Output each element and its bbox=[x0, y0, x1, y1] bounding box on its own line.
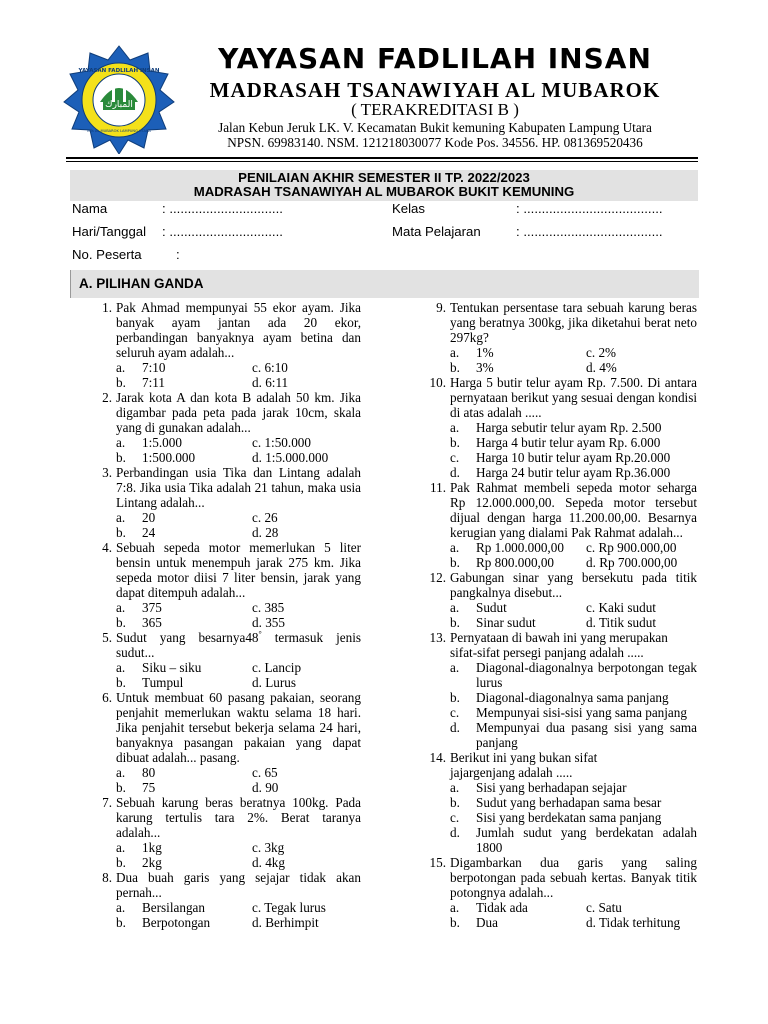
kelas-field[interactable]: : ...................................... bbox=[516, 201, 663, 216]
option-c[interactable] bbox=[252, 765, 361, 780]
question-text: Pernyataan di bawah ini yang merupakan sifat-sifat persegi panjang adalah ..... bbox=[450, 630, 668, 660]
option-text: 2kg bbox=[142, 855, 162, 870]
question-number: 7. bbox=[102, 795, 112, 810]
option-letter: b. bbox=[116, 915, 126, 930]
option-c[interactable] bbox=[450, 705, 697, 720]
option-letter: a. bbox=[116, 510, 126, 525]
option-b[interactable] bbox=[116, 450, 252, 465]
option-text: Bersilangan bbox=[142, 900, 205, 915]
question-number: 12. bbox=[429, 570, 446, 585]
option-b[interactable] bbox=[450, 615, 586, 630]
option-c[interactable] bbox=[252, 900, 361, 915]
option-d[interactable] bbox=[252, 675, 361, 690]
option-d[interactable] bbox=[252, 375, 361, 390]
option-letter: b. bbox=[450, 360, 460, 375]
option-c[interactable] bbox=[586, 600, 697, 615]
option-letter: b. bbox=[116, 855, 126, 870]
option-text: Dua bbox=[476, 915, 498, 930]
options bbox=[116, 900, 361, 930]
option-text: Mempunyai dua pasang sisi yang sama panjang bbox=[476, 720, 697, 750]
option-text: Harga 4 butir telur ayam Rp. 6.000 bbox=[476, 435, 661, 450]
option-text: Siku – siku bbox=[142, 660, 202, 675]
option-c[interactable] bbox=[252, 510, 361, 525]
hari-field[interactable]: : ............................... bbox=[162, 224, 283, 239]
option-c[interactable] bbox=[252, 360, 361, 375]
question-number: 9. bbox=[436, 300, 446, 315]
header-rule-thin bbox=[66, 161, 698, 162]
question bbox=[92, 690, 361, 795]
option-text: Jumlah sudut yang berdekatan adalah 1800 bbox=[476, 825, 697, 855]
option-text: 24 bbox=[142, 525, 156, 540]
option-a[interactable] bbox=[450, 540, 586, 555]
option-b[interactable] bbox=[450, 690, 697, 705]
header-rule-thick bbox=[66, 157, 698, 159]
option-letter: a. bbox=[116, 435, 126, 450]
question-text: Pak Rahmat membeli sepeda motor seharga Rp 12.000.000,00. Sepeda motor tersebut dijual dengan harga 11.200.00,00. Besarnya kerugian yang dialami Pak Rahmat adalah... bbox=[450, 480, 697, 540]
question-text-part: termasuk jenis sudut... bbox=[116, 630, 362, 660]
option-text: d. 28 bbox=[252, 525, 279, 540]
questions-right bbox=[426, 300, 697, 930]
question-number: 2. bbox=[102, 390, 112, 405]
accreditation: ( TERAKREDITASI B ) bbox=[351, 100, 519, 119]
question-text: Sebuah sepeda motor memerlukan 5 liter bensin untuk menempuh jarak 275 km. Jika sepeda motor diisi 7 liter bensin, jarak yang dapat ditempuh adalah... bbox=[116, 540, 361, 600]
option-b[interactable] bbox=[450, 555, 586, 570]
question-text: Jarak kota A dan kota B adalah 50 km. Jika digambar pada peta pada jarak 10cm, skala yang di gunakan adalah... bbox=[116, 390, 361, 435]
question bbox=[92, 630, 361, 690]
options bbox=[450, 600, 697, 630]
option-text: d. 1:5.000.000 bbox=[252, 450, 329, 465]
option-d[interactable] bbox=[252, 855, 361, 870]
option-a[interactable] bbox=[116, 900, 252, 915]
option-a[interactable] bbox=[116, 600, 252, 615]
option-text: Sudut bbox=[476, 600, 507, 615]
logo-bottom-text: MTs AL MUBAROK LAMPUNG UTARA bbox=[87, 129, 151, 133]
option-letter: b. bbox=[450, 795, 460, 810]
exam-title bbox=[70, 170, 698, 201]
option-text: d. Lurus bbox=[252, 675, 296, 690]
question-text: Digambarkan dua garis yang saling berpotongan pada sebuah kertas. Banyak titik potongnya adalah... bbox=[450, 855, 697, 900]
option-text: c. Tegak lurus bbox=[252, 900, 326, 915]
option-letter: b. bbox=[450, 615, 460, 630]
question-number: 1. bbox=[102, 300, 112, 315]
option-letter: b. bbox=[116, 450, 126, 465]
option-letter: a. bbox=[450, 345, 460, 360]
option-b[interactable] bbox=[116, 855, 252, 870]
option-letter: a. bbox=[116, 660, 126, 675]
option-text: Rp 800.000,00 bbox=[476, 555, 555, 570]
option-letter: b. bbox=[450, 690, 460, 705]
option-a[interactable] bbox=[116, 840, 252, 855]
option-text: 3% bbox=[476, 360, 494, 375]
option-d[interactable] bbox=[252, 450, 361, 465]
logo-ring-text: YAYASAN FADLILAH INSAN bbox=[78, 68, 160, 74]
option-b[interactable] bbox=[116, 525, 252, 540]
option-text: Harga sebutir telur ayam Rp. 2.500 bbox=[476, 420, 662, 435]
option-d[interactable] bbox=[252, 615, 361, 630]
question bbox=[426, 300, 697, 375]
options bbox=[450, 900, 697, 930]
option-text: c. 3kg bbox=[252, 840, 285, 855]
question-number: 14. bbox=[429, 750, 446, 765]
option-text: 375 bbox=[142, 600, 162, 615]
question-text: Untuk membuat 60 pasang pakaian, seorang penjahit memerlukan waktu selama 18 hari. Jika penjahit tersebut bekerja selama 24 hari, banyaknya pasangan pakaian yang dapat dibuat adalah... pasang. bbox=[116, 690, 361, 765]
option-text: Sinar sudut bbox=[476, 615, 536, 630]
option-text: 365 bbox=[142, 615, 162, 630]
option-a[interactable] bbox=[450, 780, 697, 795]
option-letter: a. bbox=[450, 660, 460, 675]
option-a[interactable] bbox=[450, 345, 586, 360]
option-text: d. 90 bbox=[252, 780, 279, 795]
option-c[interactable] bbox=[252, 435, 361, 450]
school-ids: NPSN. 69983140. NSM. 121218030077 Kode Pos. 34556. HP. 081369520436 bbox=[227, 135, 643, 150]
logo-inner-text: المبارك bbox=[105, 100, 133, 110]
question bbox=[426, 480, 697, 570]
question-text bbox=[116, 630, 361, 660]
option-c[interactable] bbox=[252, 660, 361, 675]
option-letter: d. bbox=[450, 825, 460, 840]
option-b[interactable] bbox=[116, 375, 252, 390]
options bbox=[116, 660, 361, 690]
option-text: Sisi yang berhadapan sejajar bbox=[476, 780, 627, 795]
school-logo bbox=[60, 44, 178, 154]
option-text: c. 26 bbox=[252, 510, 278, 525]
option-text: c. 6:10 bbox=[252, 360, 288, 375]
question bbox=[426, 570, 697, 630]
question bbox=[92, 390, 361, 465]
option-d[interactable] bbox=[252, 915, 361, 930]
question-text: Dua buah garis yang sejajar tidak akan pernah... bbox=[116, 870, 361, 900]
question-text: Harga 5 butir telur ayam Rp. 7.500. Di antara pernyataan berikut yang sesuai dengan kondisi di atas adalah ..... bbox=[450, 375, 697, 420]
question bbox=[426, 375, 697, 480]
option-text: 1% bbox=[476, 345, 494, 360]
option-text: c. Satu bbox=[586, 900, 622, 915]
address: Jalan Kebun Jeruk LK. V. Kecamatan Bukit kemuning Kabupaten Lampung Utara bbox=[218, 120, 652, 135]
option-a[interactable] bbox=[450, 660, 697, 690]
question-number: 8. bbox=[102, 870, 112, 885]
section-title: A. PILIHAN GANDA bbox=[79, 276, 204, 291]
question bbox=[92, 300, 361, 390]
question-text: Berikut ini yang bukan sifat jajargenjang adalah ..... bbox=[450, 750, 598, 780]
option-d[interactable] bbox=[450, 465, 697, 480]
option-text: Sisi yang berdekatan sama panjang bbox=[476, 810, 662, 825]
degree-sign: ° bbox=[258, 629, 262, 639]
option-c[interactable] bbox=[586, 900, 697, 915]
question-text: Gabungan sinar yang bersekutu pada titik pangkalnya disebut... bbox=[450, 570, 697, 600]
option-d[interactable] bbox=[586, 915, 697, 930]
option-b[interactable] bbox=[116, 675, 252, 690]
hari-label: Hari/Tanggal bbox=[72, 224, 147, 239]
question-number: 10. bbox=[429, 375, 446, 390]
question-text-part: Sudut yang besarnya48 bbox=[116, 630, 259, 645]
option-b[interactable] bbox=[450, 795, 697, 810]
option-letter: d. bbox=[450, 465, 460, 480]
option-a[interactable] bbox=[450, 600, 586, 615]
option-text: 75 bbox=[142, 780, 156, 795]
option-letter: b. bbox=[116, 375, 126, 390]
option-text: d. Berhimpit bbox=[252, 915, 319, 930]
option-text: Tumpul bbox=[142, 675, 184, 690]
option-text: c. Lancip bbox=[252, 660, 302, 675]
question-number: 15. bbox=[429, 855, 446, 870]
question-text: Perbandingan usia Tika dan Lintang adalah 7:8. Jika usia Tika adalah 21 tahun, maka usia Lintang adalah... bbox=[116, 465, 361, 510]
question bbox=[426, 750, 697, 855]
options bbox=[116, 360, 361, 390]
option-text: Diagonal-diagonalnya sama panjang bbox=[476, 690, 669, 705]
option-text: Tidak ada bbox=[476, 900, 528, 915]
options bbox=[116, 600, 361, 630]
option-d[interactable] bbox=[450, 720, 697, 750]
peserta-label: No. Peserta bbox=[72, 247, 142, 262]
question bbox=[92, 465, 361, 540]
option-b[interactable] bbox=[116, 780, 252, 795]
option-c[interactable] bbox=[450, 450, 697, 465]
mapel-label: Mata Pelajaran bbox=[392, 224, 481, 239]
option-letter: a. bbox=[116, 840, 126, 855]
option-b[interactable] bbox=[450, 915, 586, 930]
option-text: c. 385 bbox=[252, 600, 285, 615]
exam-title-line1: PENILAIAN AKHIR SEMESTER II TP. 2022/2023 bbox=[238, 170, 530, 185]
question bbox=[92, 540, 361, 630]
option-text: c. 1:50.000 bbox=[252, 435, 311, 450]
option-a[interactable] bbox=[450, 420, 697, 435]
option-letter: b. bbox=[450, 555, 460, 570]
option-d[interactable] bbox=[586, 615, 697, 630]
question bbox=[92, 795, 361, 870]
questions-left bbox=[92, 300, 361, 930]
option-text: Rp 1.000.000,00 bbox=[476, 540, 564, 555]
question-text: Pak Ahmad mempunyai 55 ekor ayam. Jika banyak ayam jantan ada 20 ekor, perbandingan banyaknya ayam betina dan seluruh ayam adalah... bbox=[116, 300, 361, 360]
option-letter: c. bbox=[450, 450, 460, 465]
option-a[interactable] bbox=[116, 360, 252, 375]
option-text: Harga 10 butir telur ayam Rp.20.000 bbox=[476, 450, 671, 465]
option-text: Harga 24 butir telur ayam Rp.36.000 bbox=[476, 465, 671, 480]
options bbox=[116, 435, 361, 465]
option-b[interactable] bbox=[116, 615, 252, 630]
option-letter: b. bbox=[116, 615, 126, 630]
option-text: 20 bbox=[142, 510, 156, 525]
option-letter: b. bbox=[116, 780, 126, 795]
school-name: MADRASAH TSANAWIYAH AL MUBAROK bbox=[209, 78, 661, 102]
option-letter: a. bbox=[450, 600, 460, 615]
option-b[interactable] bbox=[450, 360, 586, 375]
option-d[interactable] bbox=[252, 780, 361, 795]
org-name: YAYASAN FADLILAH INSAN bbox=[218, 42, 652, 75]
option-c[interactable] bbox=[252, 600, 361, 615]
option-a[interactable] bbox=[116, 660, 252, 675]
question bbox=[426, 630, 697, 750]
option-text: d. 4kg bbox=[252, 855, 285, 870]
option-a[interactable] bbox=[116, 435, 252, 450]
option-letter: a. bbox=[450, 900, 460, 915]
option-b[interactable] bbox=[116, 915, 252, 930]
option-text: d. 6:11 bbox=[252, 375, 289, 390]
options bbox=[116, 840, 361, 870]
options bbox=[116, 510, 361, 540]
option-a[interactable] bbox=[450, 900, 586, 915]
option-text: d. Titik sudut bbox=[586, 615, 656, 630]
option-text: 1:5.000 bbox=[142, 435, 182, 450]
option-a[interactable] bbox=[116, 765, 252, 780]
option-text: Berpotongan bbox=[142, 915, 211, 930]
option-text: d. Rp 700.000,00 bbox=[586, 555, 678, 570]
kelas-label: Kelas bbox=[392, 201, 425, 216]
option-text: 80 bbox=[142, 765, 156, 780]
option-text: 1kg bbox=[142, 840, 162, 855]
option-letter: a. bbox=[116, 765, 126, 780]
option-d[interactable] bbox=[450, 825, 697, 855]
option-letter: b. bbox=[116, 675, 126, 690]
section-header bbox=[70, 270, 699, 298]
question-number: 13. bbox=[429, 630, 446, 645]
option-d[interactable] bbox=[586, 555, 697, 570]
option-a[interactable] bbox=[116, 510, 252, 525]
option-letter: a. bbox=[450, 540, 460, 555]
option-text: d. 4% bbox=[586, 360, 617, 375]
option-text: d. 355 bbox=[252, 615, 285, 630]
option-letter: a. bbox=[450, 420, 460, 435]
option-b[interactable] bbox=[450, 435, 697, 450]
mapel-field[interactable]: : ...................................... bbox=[516, 224, 663, 239]
option-letter: b. bbox=[450, 915, 460, 930]
peserta-field[interactable]: : bbox=[176, 247, 180, 262]
option-letter: a. bbox=[116, 360, 126, 375]
question-number: 4. bbox=[102, 540, 112, 555]
option-text: Sudut yang berhadapan sama besar bbox=[476, 795, 662, 810]
option-text: 7:11 bbox=[142, 375, 165, 390]
options bbox=[116, 765, 361, 795]
options bbox=[450, 345, 697, 375]
option-letter: b. bbox=[116, 525, 126, 540]
option-letter: a. bbox=[450, 780, 460, 795]
option-text: Diagonal-diagonalnya berpotongan tegak lurus bbox=[476, 660, 697, 690]
exam-title-line2: MADRASAH TSANAWIYAH AL MUBAROK BUKIT KEMUNING bbox=[193, 184, 575, 199]
nama-field[interactable]: : ............................... bbox=[162, 201, 283, 216]
option-c[interactable] bbox=[586, 345, 697, 360]
option-text: c. Kaki sudut bbox=[586, 600, 656, 615]
question-number: 11. bbox=[430, 480, 446, 495]
question-text: Tentukan persentase tara sebuah karung beras yang beratnya 300kg, jika diketahui berat neto 297kg? bbox=[450, 300, 697, 345]
question-text: Sebuah karung beras beratnya 100kg. Pada karung tertulis tara 2%. Berat taranya adalah... bbox=[116, 795, 361, 840]
nama-label: Nama bbox=[72, 201, 108, 216]
question bbox=[92, 870, 361, 930]
option-text: d. Tidak terhitung bbox=[586, 915, 681, 930]
options bbox=[450, 540, 697, 570]
question bbox=[426, 855, 697, 930]
option-letter: b. bbox=[450, 435, 460, 450]
option-c[interactable] bbox=[450, 810, 697, 825]
option-letter: a. bbox=[116, 900, 126, 915]
option-letter: d. bbox=[450, 720, 460, 735]
option-letter: c. bbox=[450, 705, 460, 720]
option-text: c. Rp 900.000,00 bbox=[586, 540, 677, 555]
option-text: c. 2% bbox=[586, 345, 617, 360]
option-text: c. 65 bbox=[252, 765, 278, 780]
option-text: 7:10 bbox=[142, 360, 166, 375]
option-letter: a. bbox=[116, 600, 126, 615]
option-d[interactable] bbox=[252, 525, 361, 540]
question-number: 5. bbox=[102, 630, 112, 645]
question-number: 6. bbox=[102, 690, 112, 705]
option-text: Mempunyai sisi-sisi yang sama panjang bbox=[476, 705, 687, 720]
question-number: 3. bbox=[102, 465, 112, 480]
option-d[interactable] bbox=[586, 360, 697, 375]
option-text: 1:500.000 bbox=[142, 450, 196, 465]
option-c[interactable] bbox=[586, 540, 697, 555]
option-c[interactable] bbox=[252, 840, 361, 855]
option-letter: c. bbox=[450, 810, 460, 825]
